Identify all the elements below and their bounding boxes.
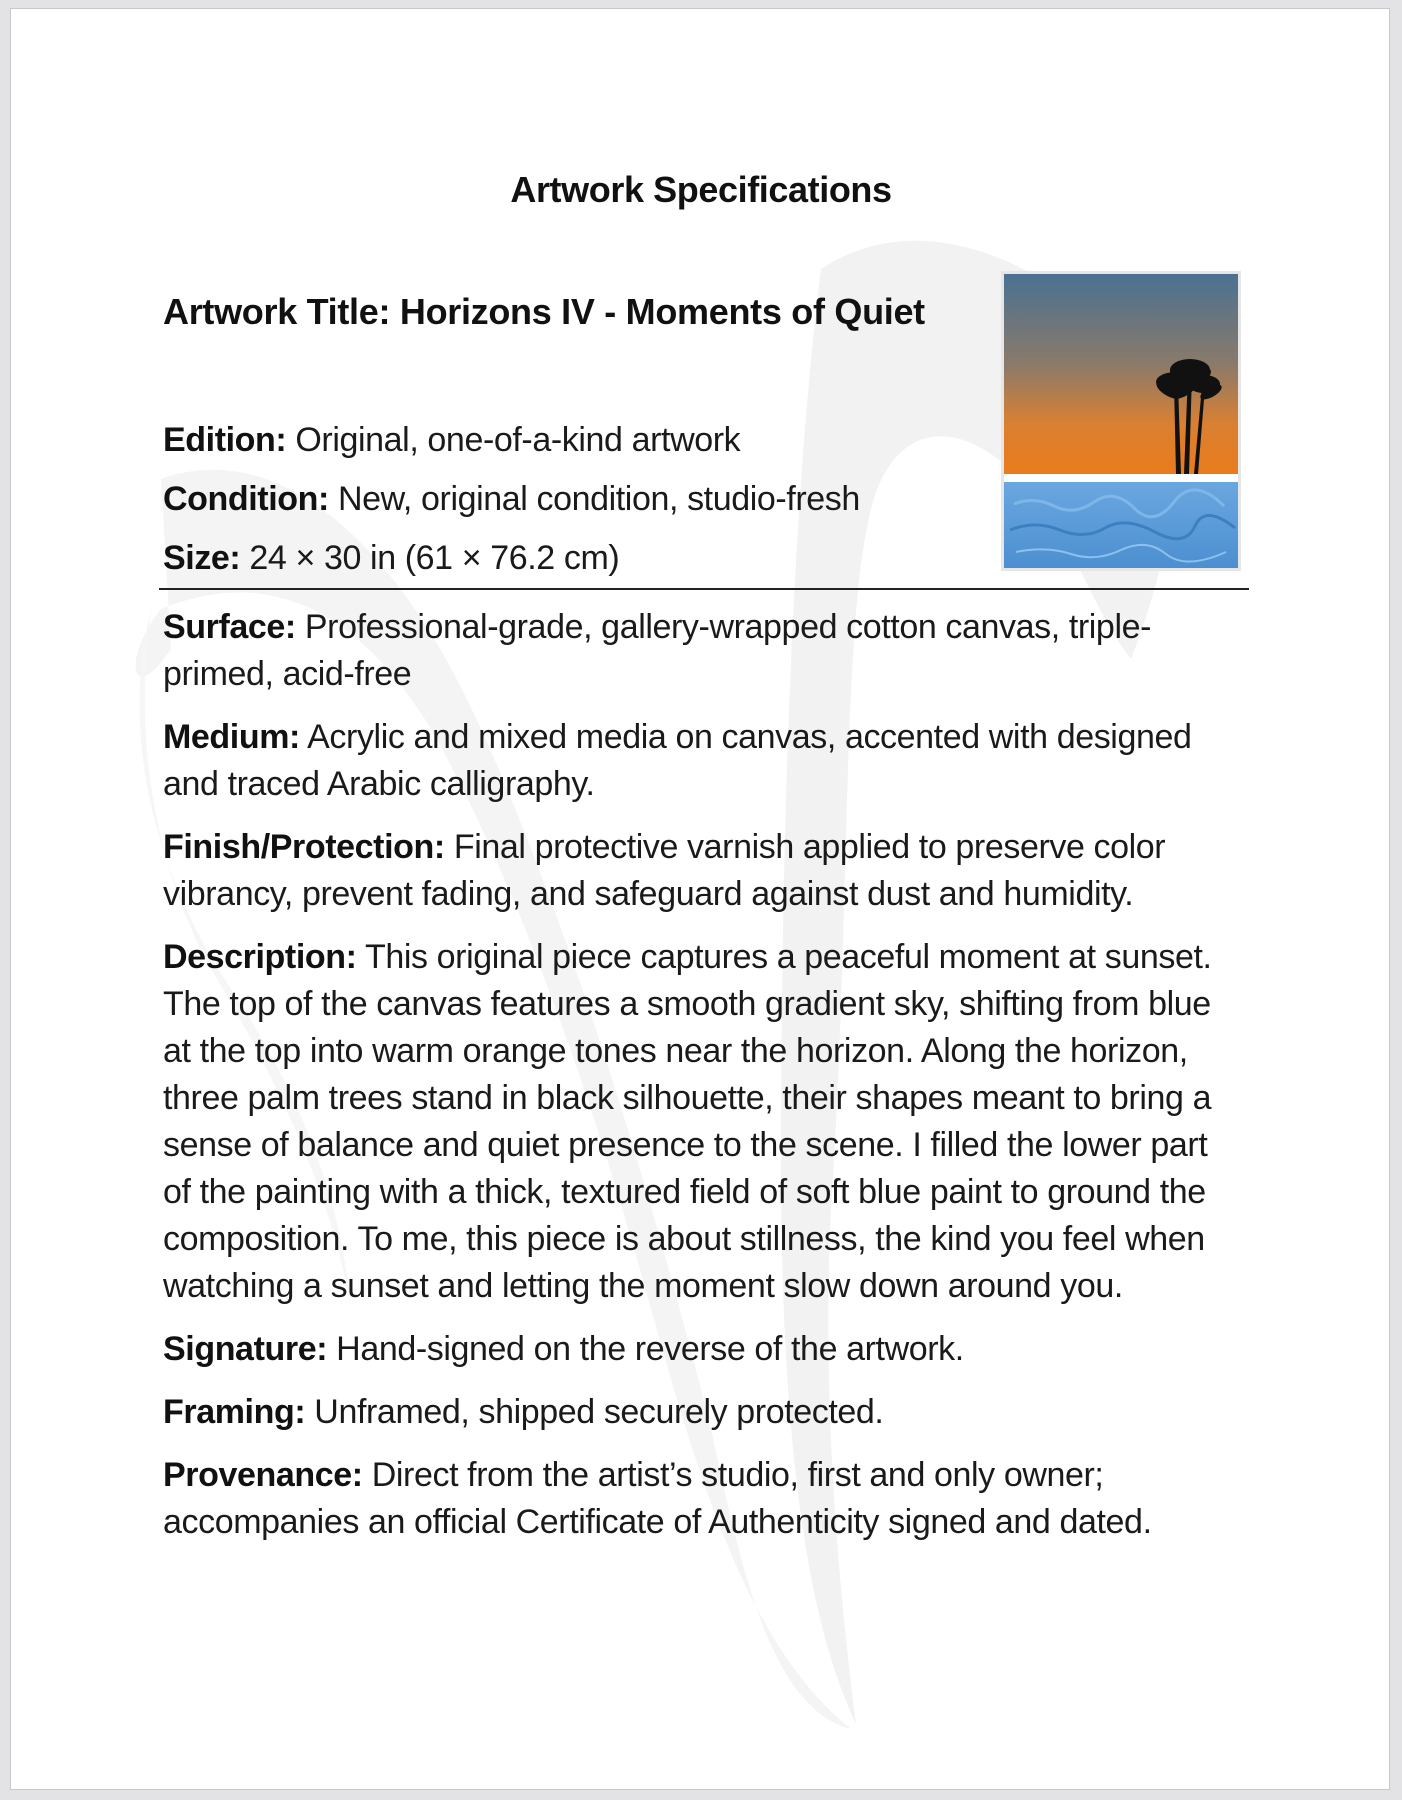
spec-label: Framing: [163,1393,306,1431]
spec-finish [163,824,1243,918]
page-title: Artwork Specifications [510,169,892,210]
spec-list [163,417,1243,1562]
spec-value: Hand-signed on the reverse of the artwork. [336,1330,964,1368]
section-divider [159,588,1249,590]
spec-label: Signature: [163,1330,328,1368]
spec-signature [163,1326,1243,1373]
spec-value: Acrylic and mixed media on canvas, accented with designed and traced Arabic calligraphy. [163,718,1192,803]
spec-surface [163,604,1243,698]
spec-medium [163,714,1243,808]
artwork-title: Artwork Title: Horizons IV - Moments of Quiet [163,291,925,332]
spec-label: Condition: [163,480,329,518]
spec-provenance [163,1452,1243,1546]
spec-value: Unframed, shipped securely protected. [314,1393,884,1431]
spec-size [163,535,1243,582]
spec-value: This original piece captures a peaceful moment at sunset. The top of the canvas features a smooth gradient sky, shifting from blue at the top into warm orange tones near the horizon. Along the horizon, three palm trees stand in black silhouette, their shapes meant to bring a sense of balance and quiet presence to the scene. I filled the lower part of the painting with a thick, textured field of soft blue paint to ground the composition. To me, this piece is about stillness, the kind you feel when watching a sunset and letting the moment slow down around you. [163,938,1212,1305]
spec-condition [163,476,1243,523]
spec-edition [163,417,1243,464]
spec-label: Size: [163,539,241,577]
spec-label: Medium: [163,718,300,756]
spec-label: Provenance: [163,1456,363,1494]
spec-label: Surface: [163,608,296,646]
spec-framing [163,1389,1243,1436]
spec-description [163,934,1243,1310]
spec-value: Original, one-of-a-kind artwork [295,421,741,459]
document-page [10,8,1390,1790]
spec-value: Final protective varnish applied to preserve color vibrancy, prevent fading, and safeguard against dust and humidity. [163,828,1166,913]
spec-label: Finish/Protection: [163,828,445,866]
spec-label: Edition: [163,421,287,459]
spec-label: Description: [163,938,357,976]
spec-value: Direct from the artist’s studio, first and only owner; accompanies an official Certificate of Authenticity signed and dated. [163,1456,1152,1541]
spec-value: 24 × 30 in (61 × 76.2 cm) [249,539,620,577]
spec-value: New, original condition, studio-fresh [337,480,860,518]
spec-value: Professional-grade, gallery-wrapped cotton canvas, triple-primed, acid-free [163,608,1152,693]
